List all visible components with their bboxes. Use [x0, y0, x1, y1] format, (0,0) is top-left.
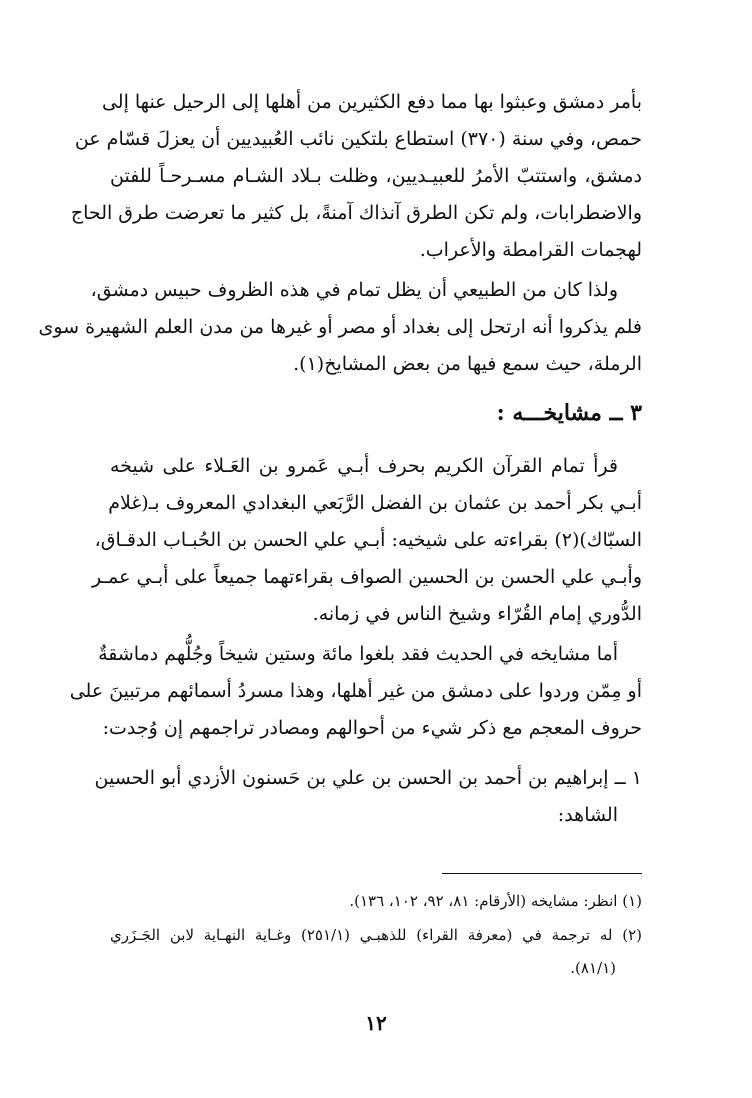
- page-number: ١٢: [365, 1011, 387, 1035]
- footnote-2: (٢) له ترجمة في (معرفة القراء) للذهبـي (٢٥١/١) وغـاية النهـاية لابن الجَـزَري: [110, 926, 642, 944]
- paragraph-line: أبـي بكر أحمد بن عثمان بن الفضل الرَّبَعي البغدادي المعروف بـ(غلام: [108, 492, 642, 514]
- footnote-separator: [442, 873, 642, 874]
- paragraph-line: السبّاك)(٢) بقراءته على شيخيه: أبـي علي الحسن بن الحُبـاب الدقـاق،: [94, 529, 642, 551]
- entry-line: الشاهد:: [557, 804, 618, 826]
- paragraph-line: قرأ تمام القرآن الكريم بحرف أبـي عَمرو بن العَـلاء على شيخه: [110, 455, 618, 477]
- footnote-2-continuation: (٨١/١).: [570, 959, 616, 977]
- paragraph-line: أو مِمّن وردوا على دمشق من غير أهلها، وهذا مسردُ أسمائهم مرتبينَ على: [69, 680, 642, 702]
- paragraph-line: حروف المعجم مع ذكر شيء من أحوالهم ومصادر تراجمهم إن وُجدت:: [102, 717, 642, 739]
- paragraph-line: ولذا كان من الطبيعي أن يظل تمام في هذه الظروف حبيس دمشق،: [90, 279, 618, 301]
- paragraph-line: الدُّوري إمام القُرّاء وشيخ الناس في زمانه.: [312, 603, 642, 625]
- paragraph-line: فلم يذكروا أنه ارتحل إلى بغداد أو مصر أو غيرها من مدن العلم الشهيرة سوى: [38, 316, 642, 338]
- paragraph-line: أما مشايخه في الحديث فقد بلغوا مائة وستين شيخاً وجُلُّهم دماشقةٌ: [98, 643, 618, 665]
- footnote-1: (١) انظر: مشايخه (الأرقام: ٨١، ٩٢، ١٠٢، ١٣٦).: [349, 892, 642, 910]
- paragraph-line: والاضطرابات، ولم تكن الطرق آنذاك آمنةً، بل كثير ما تعرضت طرق الحاج: [70, 202, 642, 224]
- entry-line: ١ ــ إبراهيم بن أحمد بن الحسن بن علي بن حَسنون الأزدي أبو الحسين: [94, 767, 642, 789]
- paragraph-line: الرملة، حيث سمع فيها من بعض المشايخ(١).: [293, 353, 642, 375]
- paragraph-line: وأبـي علي الحسن بن الحسين الصواف بقراءتهما جميعاً على أبـي عمـر: [92, 566, 642, 588]
- section-heading: ٣ ــ مشايخـــه :: [496, 400, 642, 426]
- paragraph-line: دمشق، واستتبّ الأمرُ للعبيـديين، وظلت بـلاد الشـام مسـرحـاً للفتن: [110, 165, 642, 187]
- paragraph-line: حمص، وفي سنة (٣٧٠) استطاع بلتكين نائب العُبيديين أن يعزلَ قسّام عن: [74, 128, 642, 150]
- paragraph-line: بأمر دمشق وعبثوا بها مما دفع الكثيرين من أهلها إلى الرحيل عنها إلى: [101, 91, 642, 113]
- paragraph-line: لهجمات القرامطة والأعراب.: [419, 239, 642, 261]
